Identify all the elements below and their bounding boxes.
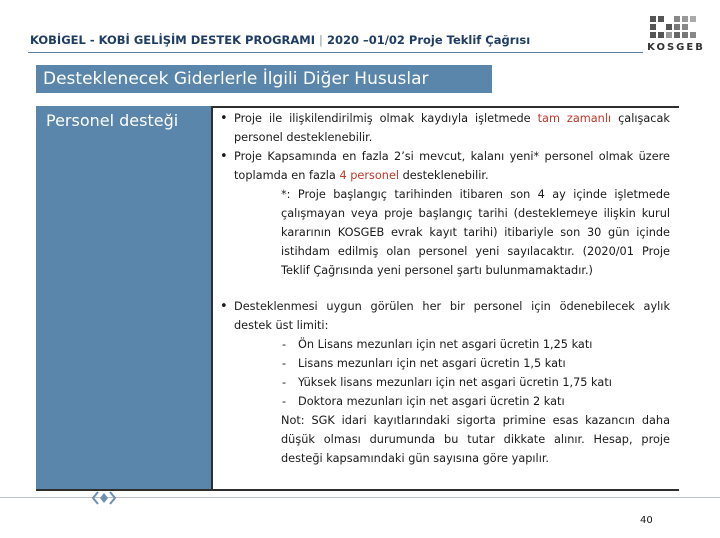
dash-icon: -	[282, 376, 287, 389]
table-top-border	[213, 106, 679, 108]
section-banner: Desteklenecek Giderlerle İlgili Diğer Hususlar	[36, 65, 492, 93]
bullet-icon: •	[220, 111, 228, 126]
logo-text: KOSGEB	[647, 42, 705, 53]
dash-icon: -	[282, 338, 287, 351]
header-title-separator: |	[319, 33, 323, 47]
table-bottom-border	[36, 489, 679, 491]
bullet-item-support-limit: • Desteklenmesi uygun görülen her bir personel için ödenebilecek aylık destek üst limiti:	[220, 299, 670, 332]
bullet-item-full-time: • Proje ile ilişkilendirilmiş olmak kaydıyla işletmede tam zamanlı çalışacak personel desteklenebilir.	[220, 111, 670, 144]
diamond-nav-icon[interactable]	[92, 491, 116, 505]
list-item: - Ön Lisans mezunları için net asgari ücretin 1,25 katı	[220, 335, 670, 354]
page-number: 40	[640, 515, 653, 526]
header-title	[30, 33, 530, 47]
new-personnel-note: *: Proje başlangıç tarihinden itibaren son 4 ay içinde işletmede çalışmayan veya proje başlangıç tarihi (desteklemeye ilişkin kurul kararının KOSGEB evrak kayıt tarihi) itibariyle son 30 gün içinde istihdam edilmiş olan personel yeni sayılacaktır. (2020/01 Proje Teklif Çağrısında yeni personel şartı bulunmamaktadır.)	[281, 188, 670, 277]
dash-icon: -	[282, 357, 287, 370]
sgk-note: Not: SGK idari kayıtlarındaki sigorta primine esas kazancın daha düşük olması durumunda bu tutar dikkate alınır. Hesap, proje desteği kapsamındaki gün sayısına göre yapılır.	[281, 414, 670, 465]
bullet-icon: •	[220, 149, 228, 164]
list-item: - Lisans mezunları için net asgari ücretin 1,5 katı	[220, 354, 670, 373]
content-area	[220, 109, 670, 468]
left-panel	[36, 106, 213, 490]
dash-icon: -	[282, 395, 287, 408]
header-rule	[28, 52, 643, 53]
header-title-main: KOBİGEL - KOBİ GELİŞİM DESTEK PROGRAMI	[30, 33, 316, 47]
highlight-personnel-count: 4 personel	[339, 169, 400, 182]
bullet-item-personnel-count: • Proje Kapsamında en fazla 2’si mevcut, kalanı yeni* personel olmak üzere toplamda en fazla 4 personel desteklenebilir.	[220, 149, 670, 182]
left-panel-label: Personel desteği	[46, 111, 179, 130]
highlight-full-time: tam zamanlı	[537, 112, 612, 125]
bullet-icon: •	[220, 299, 228, 314]
header-title-tail: 2020 –01/02 Proje Teklif Çağrısı	[326, 33, 531, 47]
list-item: - Doktora mezunları için net asgari ücretin 2 katı	[220, 392, 670, 411]
list-item: - Yüksek lisans mezunları için net asgari ücretin 1,75 katı	[220, 373, 670, 392]
